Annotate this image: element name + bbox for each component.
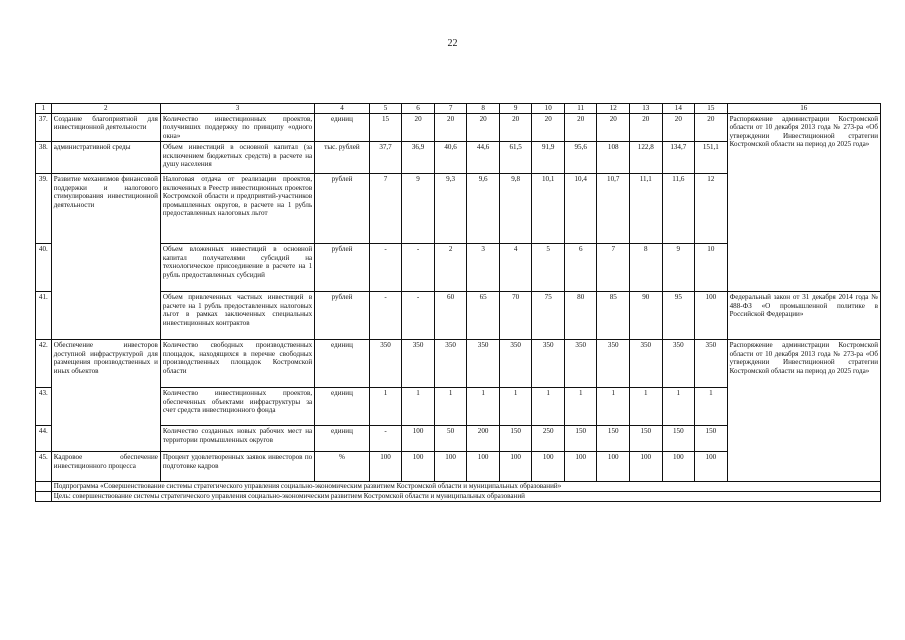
header-cell: 12 [597,104,630,114]
value-cell: 40,6 [434,142,467,174]
goal-name: Кадровое обеспечение инвестиционного процесса [51,452,160,482]
unit: тыс. рублей [315,142,370,174]
value-cell: 350 [369,340,402,388]
header-cell: 5 [369,104,402,114]
value-cell: 95,6 [564,142,597,174]
value-cell: 20 [564,113,597,142]
value-cell: 100 [662,452,695,482]
header-cell: 14 [662,104,695,114]
blank-cell [36,482,52,492]
value-cell: 1 [532,388,565,426]
header-cell: 13 [630,104,663,114]
goal-row-text: Цель: совершенствование системы стратегического управления социально-экономическим развитием Костромской области и муниципальных образований [51,492,880,502]
value-cell: 100 [402,452,435,482]
value-cell: 75 [532,292,565,340]
page-number: 22 [447,38,458,49]
table-row [36,340,881,388]
value-cell: 1 [369,388,402,426]
unit: % [315,452,370,482]
value-cell: 350 [499,340,532,388]
header-cell: 16 [727,104,880,114]
indicator-name: Количество инвестиционных проектов, получивших поддержку по принципу «одного окна» [160,113,314,142]
value-cell: 150 [662,426,695,452]
value-cell: 6 [564,244,597,292]
header-cell: 3 [160,104,314,114]
row-number: 41. [36,292,52,340]
value-cell: 1 [662,388,695,426]
indicator-name: Количество свободных производственных площадок, находящихся в перечне свободных производственных площадок Костромской области [160,340,314,388]
header-cell: 9 [499,104,532,114]
table-row [36,113,881,142]
value-cell: 250 [532,426,565,452]
unit: рублей [315,244,370,292]
value-cell: 100 [597,452,630,482]
value-cell: 1 [434,388,467,426]
value-cell: 7 [597,244,630,292]
header-cell: 11 [564,104,597,114]
value-cell: 350 [695,340,728,388]
unit: единиц [315,388,370,426]
header-cell: 15 [695,104,728,114]
value-cell: 134,7 [662,142,695,174]
value-cell: 9,3 [434,174,467,244]
value-cell: 8 [630,244,663,292]
value-cell: 100 [369,452,402,482]
header-cell: 7 [434,104,467,114]
indicator-name: Количество инвестиционных проектов, обеспеченных объектами инфраструктуры за счет средств инвестиционного фонда [160,388,314,426]
value-cell: 350 [434,340,467,388]
value-cell: 60 [434,292,467,340]
value-cell: 10,1 [532,174,565,244]
header-cell: 1 [36,104,52,114]
value-cell: 11,1 [630,174,663,244]
unit: единиц [315,113,370,142]
indicator-name: Объем вложенных инвестиций в основной капитал получателями субсидий на технологическое присоединение в расчете на 1 рубль предоставленных субсидий [160,244,314,292]
subprogram-row [36,482,881,492]
value-cell: 100 [467,452,500,482]
value-cell: 108 [597,142,630,174]
value-cell: - [369,292,402,340]
indicator-name: Объем инвестиций в основной капитал (за исключением бюджетных средств) в расчете на душу населения [160,142,314,174]
goal-name: Обеспечение инвесторов доступной инфраструктурой для размещения производственных и иных объектов [51,340,160,452]
subprogram-row-text: Подпрограмма «Совершенствование системы стратегического управления социально-экономическим развитием Костромской области и муниципальных образований» [51,482,880,492]
value-cell: 20 [630,113,663,142]
value-cell: 100 [695,452,728,482]
indicator-name: Объем привлеченных частных инвестиций в расчете на 1 рубль предоставленных налоговых льгот в рамках заключенных специальных инвестиционных контрактов [160,292,314,340]
row-number: 38. [36,142,52,174]
value-cell: 80 [564,292,597,340]
value-cell: 20 [597,113,630,142]
value-cell: 10,4 [564,174,597,244]
value-cell: 20 [402,113,435,142]
row-number: 44. [36,426,52,452]
row-number: 43. [36,388,52,426]
goal-name: Развитие механизмов финансовой поддержки и налогового стимулирования инвестиционной деятельности [51,174,160,340]
header-cell: 6 [402,104,435,114]
table-row [36,292,881,340]
value-cell: 50 [434,426,467,452]
value-cell: 90 [630,292,663,340]
value-cell: 20 [434,113,467,142]
value-cell: 150 [564,426,597,452]
value-cell: 91,9 [532,142,565,174]
row-number: 42. [36,340,52,388]
value-cell: 61,5 [499,142,532,174]
indicator-name: Количество созданных новых рабочих мест на территории промышленных округов [160,426,314,452]
value-cell: 350 [564,340,597,388]
value-cell: 95 [662,292,695,340]
value-cell: 9 [402,174,435,244]
value-cell: 100 [402,426,435,452]
unit: рублей [315,292,370,340]
value-cell: 100 [695,292,728,340]
header-cell: 8 [467,104,500,114]
value-cell: 15 [369,113,402,142]
value-cell: 65 [467,292,500,340]
row-number: 39. [36,174,52,244]
value-cell: - [369,426,402,452]
value-cell: 4 [499,244,532,292]
value-cell: 1 [630,388,663,426]
source-document: Распоряжение администрации Костромской области от 10 декабря 2013 года № 273-ра «Об утверждении Инвестиционной стратегии Костромской области на период до 2025 года» [727,113,880,292]
header-cell: 4 [315,104,370,114]
value-cell: 70 [499,292,532,340]
value-cell: 100 [564,452,597,482]
value-cell: 350 [662,340,695,388]
indicators-table [35,103,881,502]
value-cell: 150 [499,426,532,452]
value-cell: - [402,244,435,292]
value-cell: 122,8 [630,142,663,174]
value-cell: 20 [695,113,728,142]
header-cell: 2 [51,104,160,114]
value-cell: 350 [402,340,435,388]
goal-name: административной среды [51,142,160,174]
value-cell: 151,1 [695,142,728,174]
value-cell: 85 [597,292,630,340]
value-cell: 10 [695,244,728,292]
blank-cell [36,492,52,502]
value-cell: 9,6 [467,174,500,244]
value-cell: 350 [630,340,663,388]
header-row [36,104,881,114]
value-cell: 20 [662,113,695,142]
value-cell: 2 [434,244,467,292]
header-cell: 10 [532,104,565,114]
value-cell: - [402,292,435,340]
indicator-name: Налоговая отдача от реализации проектов, включенных в Реестр инвестиционных проектов Костромской области и предприятий-участников промышленных округов, в расчете на 1 рубль предоставленных налоговых льгот [160,174,314,244]
value-cell: 44,6 [467,142,500,174]
goal-row [36,492,881,502]
value-cell: 5 [532,244,565,292]
value-cell: 350 [467,340,500,388]
value-cell: 100 [434,452,467,482]
value-cell: 37,7 [369,142,402,174]
row-number: 45. [36,452,52,482]
indicator-name: Процент удовлетворенных заявок инвесторов по подготовке кадров [160,452,314,482]
value-cell: 1 [564,388,597,426]
value-cell: 9,8 [499,174,532,244]
value-cell: 12 [695,174,728,244]
value-cell: 150 [630,426,663,452]
value-cell: 11,6 [662,174,695,244]
value-cell: 1 [499,388,532,426]
value-cell: 100 [630,452,663,482]
value-cell: 350 [532,340,565,388]
unit: единиц [315,340,370,388]
value-cell: 36,9 [402,142,435,174]
value-cell: 200 [467,426,500,452]
unit: единиц [315,426,370,452]
value-cell: 20 [499,113,532,142]
goal-name: Создание благоприятной для инвестиционной деятельности [51,113,160,142]
value-cell: 350 [597,340,630,388]
value-cell: 1 [402,388,435,426]
row-number: 37. [36,113,52,142]
value-cell: 3 [467,244,500,292]
value-cell: 10,7 [597,174,630,244]
value-cell: 7 [369,174,402,244]
value-cell: 1 [467,388,500,426]
value-cell: 9 [662,244,695,292]
value-cell: 20 [532,113,565,142]
value-cell: 150 [695,426,728,452]
value-cell: 100 [499,452,532,482]
source-document: Федеральный закон от 31 декабря 2014 года № 488-ФЗ «О промышленной политике в Российской Федерации» [727,292,880,340]
row-number: 40. [36,244,52,292]
value-cell: 20 [467,113,500,142]
value-cell: 1 [597,388,630,426]
value-cell: 150 [597,426,630,452]
value-cell: 1 [695,388,728,426]
unit: рублей [315,174,370,244]
value-cell: - [369,244,402,292]
value-cell: 100 [532,452,565,482]
source-document: Распоряжение администрации Костромской области от 10 декабря 2013 года № 273-ра «Об утверждении Инвестиционной стратегии Костромской области на период до 2025 года» [727,340,880,482]
